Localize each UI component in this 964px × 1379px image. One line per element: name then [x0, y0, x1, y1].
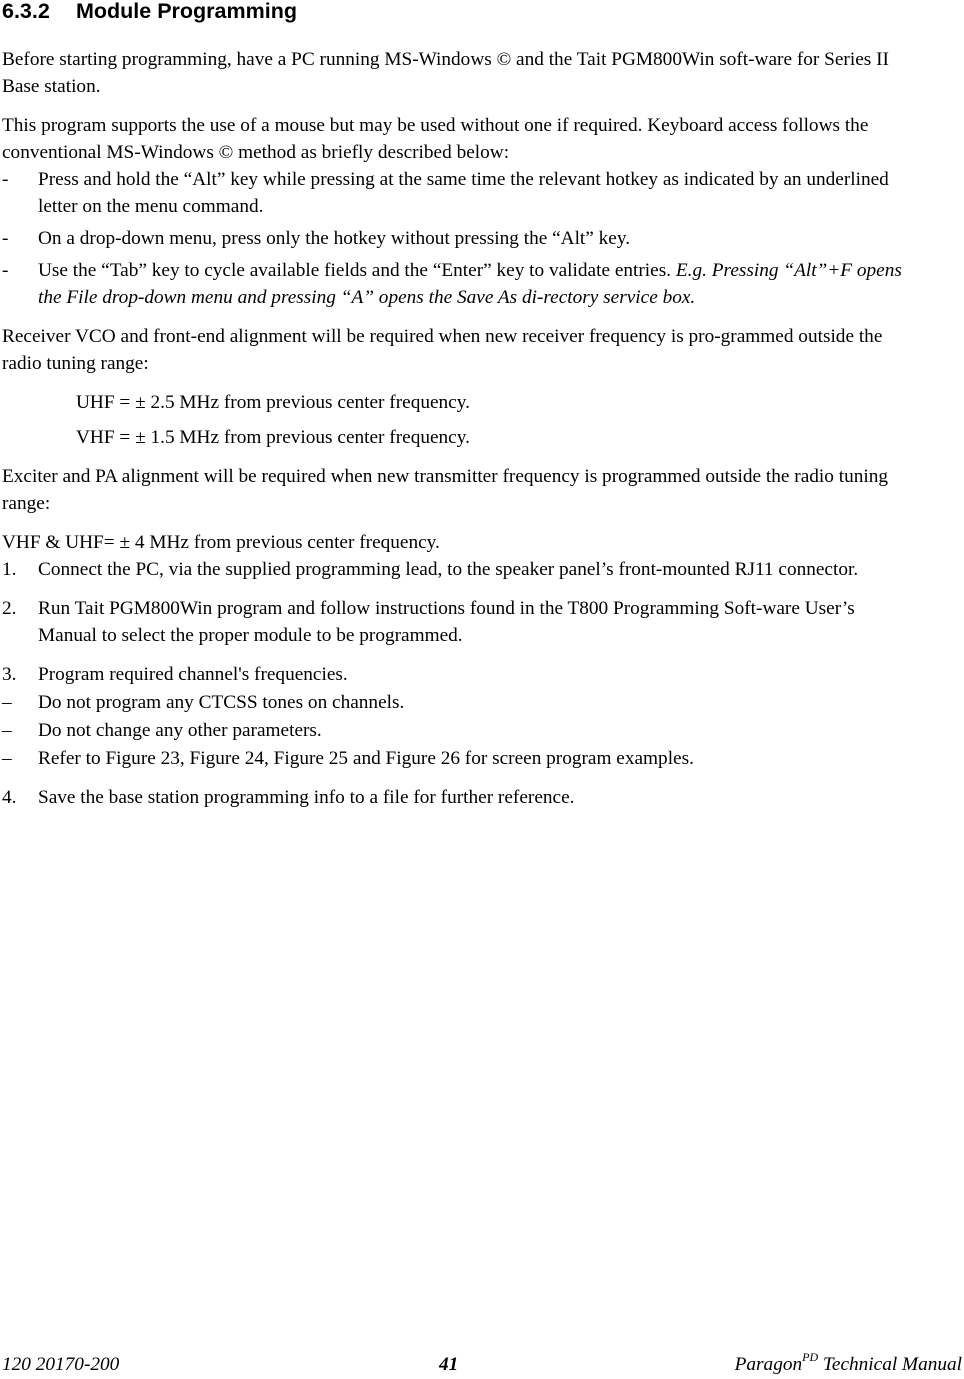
keyboard-paragraph: This program supports the use of a mouse but may be used without one if required. Keyboard access follows the conventional MS-Windows © method as briefly described below: — [2, 115, 869, 163]
vhf-uhf-range: VHF & UHF= ± 4 MHz from previous center frequency. — [2, 532, 440, 553]
footer-manual-suffix: Technical Manual — [818, 1354, 962, 1375]
keyboard-item — [2, 166, 902, 220]
step-text: Save the base station programming info to a file for further reference. — [38, 787, 575, 808]
step-number: 2. — [2, 598, 17, 619]
step-text: Connect the PC, via the supplied programming lead, to the speaker panel’s front-mounted RJ11 connector. — [38, 559, 859, 580]
item-text: Press and hold the “Alt” key while pressing at the same time the relevant hotkey as indicated by an underlined letter on the menu command. — [38, 169, 889, 217]
footer-doc-number: 120 20170-200 — [2, 1354, 120, 1375]
item-marker: - — [2, 228, 9, 249]
page-footer — [2, 1351, 962, 1379]
step-item — [2, 784, 902, 811]
step-text: Run Tait PGM800Win program and follow instructions found in the T800 Programming Soft-ware User’s Manual to select the proper module to be programmed. — [38, 598, 855, 646]
step-number: 4. — [2, 787, 17, 808]
item-text: On a drop-down menu, press only the hotkey without pressing the “Alt” key. — [38, 228, 631, 249]
exciter-paragraph: Exciter and PA alignment will be required when new transmitter frequency is programmed outside the radio tuning range: — [2, 466, 888, 514]
receiver-paragraph: Receiver VCO and front-end alignment will be required when new receiver frequency is pro-grammed outside the radio tuning range: — [2, 326, 883, 374]
sub-step-marker: – — [2, 692, 12, 713]
item-text — [38, 257, 902, 311]
vhf-range: VHF = ± 1.5 MHz from previous center frequency. — [76, 427, 470, 448]
item-text-italic-example: E.g. Pressing “Alt”+F opens the File drop-down menu and pressing “A” opens the Save As di-rectory service box. — [38, 260, 902, 308]
sub-step-marker: – — [2, 748, 12, 769]
item-text-plain: Use the “Tab” key to cycle available fields and the “Enter” key to validate entries. — [38, 260, 676, 281]
sub-step-text: Refer to Figure 23, Figure 24, Figure 25 and Figure 26 for screen program examples. — [38, 748, 694, 769]
step-item — [2, 556, 902, 583]
section-title: Module Programming — [76, 0, 297, 23]
footer-manual-title — [735, 1351, 962, 1379]
step-item — [2, 661, 902, 688]
sub-step-item — [2, 745, 902, 772]
step-number: 1. — [2, 559, 17, 580]
sub-step-item — [2, 689, 902, 716]
sub-step-text: Do not change any other parameters. — [38, 720, 322, 741]
uhf-range: UHF = ± 2.5 MHz from previous center frequency. — [76, 392, 470, 413]
section-heading — [2, 0, 297, 25]
item-marker: - — [2, 260, 9, 281]
section-body — [2, 46, 902, 816]
footer-product-name: Paragon — [734, 1354, 803, 1375]
keyboard-item — [2, 225, 902, 252]
section-number: 6.3.2 — [2, 0, 50, 23]
step-item — [2, 595, 902, 649]
sub-step-text: Do not program any CTCSS tones on channels. — [38, 692, 405, 713]
step-text: Program required channel's frequencies. — [38, 664, 348, 685]
step-number: 3. — [2, 664, 17, 685]
sub-step-item — [2, 717, 902, 744]
intro-paragraph: Before starting programming, have a PC running MS-Windows © and the Tait PGM800Win soft-ware for Series II Base station. — [2, 49, 889, 97]
item-marker: - — [2, 169, 9, 190]
footer-product-superscript: PD — [802, 1349, 819, 1364]
sub-step-marker: – — [2, 720, 12, 741]
keyboard-item — [2, 257, 902, 311]
footer-page-number: 41 — [439, 1354, 459, 1375]
